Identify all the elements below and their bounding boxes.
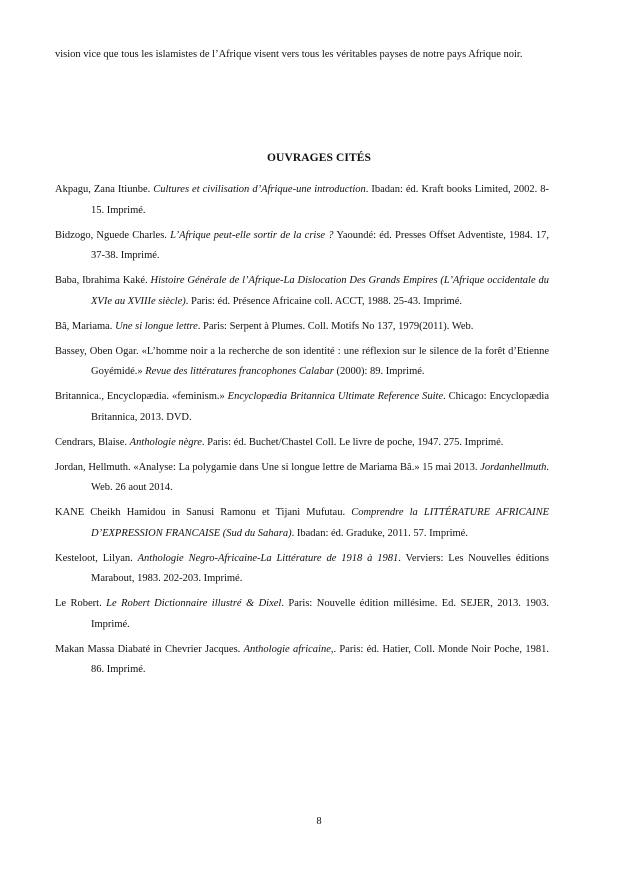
- entry-title: Comprendre la LITTÉRATURE AFRICAINE D’EXPRESSION FRANCAISE (Sud du Sahara): [91, 507, 549, 539]
- entry-title: L’Afrique peut-elle sortir de la crise ?: [170, 229, 334, 241]
- entry-title: Encyclopædia Britannica Ultimate Reference Suite: [227, 391, 444, 402]
- entry-details: . Paris: Serpent à Plumes. Coll. Motifs No 137, 1979(2011). Web.: [197, 320, 474, 332]
- entry-author: KANE Cheikh Hamidou in Sanusi Ramonu et Tijani Mufutau.: [55, 507, 352, 518]
- entry-author: Akpagu, Zana Itiunbe.: [55, 184, 154, 195]
- entry-author: Bâ, Mariama.: [55, 320, 116, 332]
- entry-title: Anthologie africaine,: [243, 643, 334, 655]
- entry-title: Anthologie nègre: [129, 436, 202, 448]
- entry-details: . Web. 26 aout 2014.: [91, 461, 549, 493]
- bibliography-entry: [55, 458, 549, 499]
- entry-author: Bidzogo, Nguede Charles.: [55, 229, 171, 241]
- intro-paragraph: vision vice que tous les islamistes de l’Afrique visent vers tous les véritables payses de notre pays Afrique noir.: [55, 49, 523, 60]
- entry-author: Bassey, Oben Ogar. «L’homme noir a la recherche de son identité : une réflexion sur le silence de la forêt d’Etienne Goyémidé.»: [55, 345, 549, 377]
- bibliography-entry: [55, 549, 549, 590]
- bibliography-entry: [55, 271, 549, 312]
- entry-title: Histoire Générale de l’Afrique-La Dislocation Des Grands Empires (L’Afrique occidentale du XVIe au XVIIIe siècle): [91, 275, 549, 307]
- bibliography-entry: [55, 317, 549, 338]
- bibliography-entry: [55, 387, 549, 428]
- entry-author: Le Robert.: [55, 598, 107, 609]
- entry-author: Britannica., Encyclopædia. «feminism.»: [55, 391, 228, 402]
- entry-author: Kesteloot, Lilyan.: [55, 552, 138, 564]
- entry-title: Jordanhellmuth: [480, 461, 547, 473]
- bibliography-entry: [55, 226, 549, 267]
- entry-details: . Chicago: Encyclopædia Britannica, 2013. DVD.: [91, 391, 549, 423]
- entry-author: Makan Massa Diabaté in Chevrier Jacques.: [55, 643, 244, 655]
- entry-author: Jordan, Hellmuth. «Analyse: La polygamie dans Une si longue lettre de Mariama Bâ.» 15 mai 2013.: [55, 461, 481, 473]
- page-number: 8: [316, 816, 322, 827]
- works-cited-heading: OUVRAGES CITÉS: [267, 152, 371, 164]
- bibliography-list: [55, 180, 549, 685]
- entry-details: Yaoundé: éd. Presses Offset Adventiste, 1984. 17, 37-38. Imprimé.: [91, 229, 549, 261]
- entry-title: Le Robert Dictionnaire illustré & Dixel: [106, 598, 282, 609]
- entry-title: Une si longue lettre: [115, 320, 198, 332]
- entry-author: Baba, Ibrahima Kaké.: [55, 275, 151, 286]
- entry-author: Cendrars, Blaise.: [55, 436, 130, 448]
- bibliography-entry: [55, 180, 549, 221]
- entry-details: . Paris: éd. Buchet/Chastel Coll. Le livre de poche, 1947. 275. Imprimé.: [201, 436, 504, 448]
- entry-details: . Ibadan: éd. Graduke, 2011. 57. Imprimé.: [291, 527, 468, 539]
- bibliography-entry: [55, 342, 549, 383]
- bibliography-entry: [55, 594, 549, 635]
- entry-details: (2000): 89. Imprimé.: [333, 366, 425, 377]
- entry-title: Anthologie Negro-Africaine-La Littérature de 1918 à 1981: [137, 552, 399, 564]
- bibliography-entry: [55, 640, 549, 681]
- entry-details: . Paris: éd. Présence Africaine coll. ACCT, 1988. 25-43. Imprimé.: [185, 295, 462, 307]
- entry-title: Revue des littératures francophones Calabar: [145, 366, 334, 377]
- entry-details: . Paris: éd. Hatier, Coll. Monde Noir Poche, 1981. 86. Imprimé.: [91, 643, 549, 675]
- bibliography-entry: [55, 503, 549, 544]
- bibliography-entry: [55, 433, 549, 454]
- entry-title: Cultures et civilisation d’Afrique-une introduction: [153, 184, 366, 195]
- entry-details: . Verviers: Les Nouvelles éditions Marabout, 1983. 202-203. Imprimé.: [91, 552, 549, 584]
- entry-details: . Paris: Nouvelle édition millésime. Ed. SEJER, 2013. 1903. Imprimé.: [91, 598, 549, 630]
- entry-details: . Ibadan: éd. Kraft books Limited, 2002. 8-15. Imprimé.: [91, 184, 549, 216]
